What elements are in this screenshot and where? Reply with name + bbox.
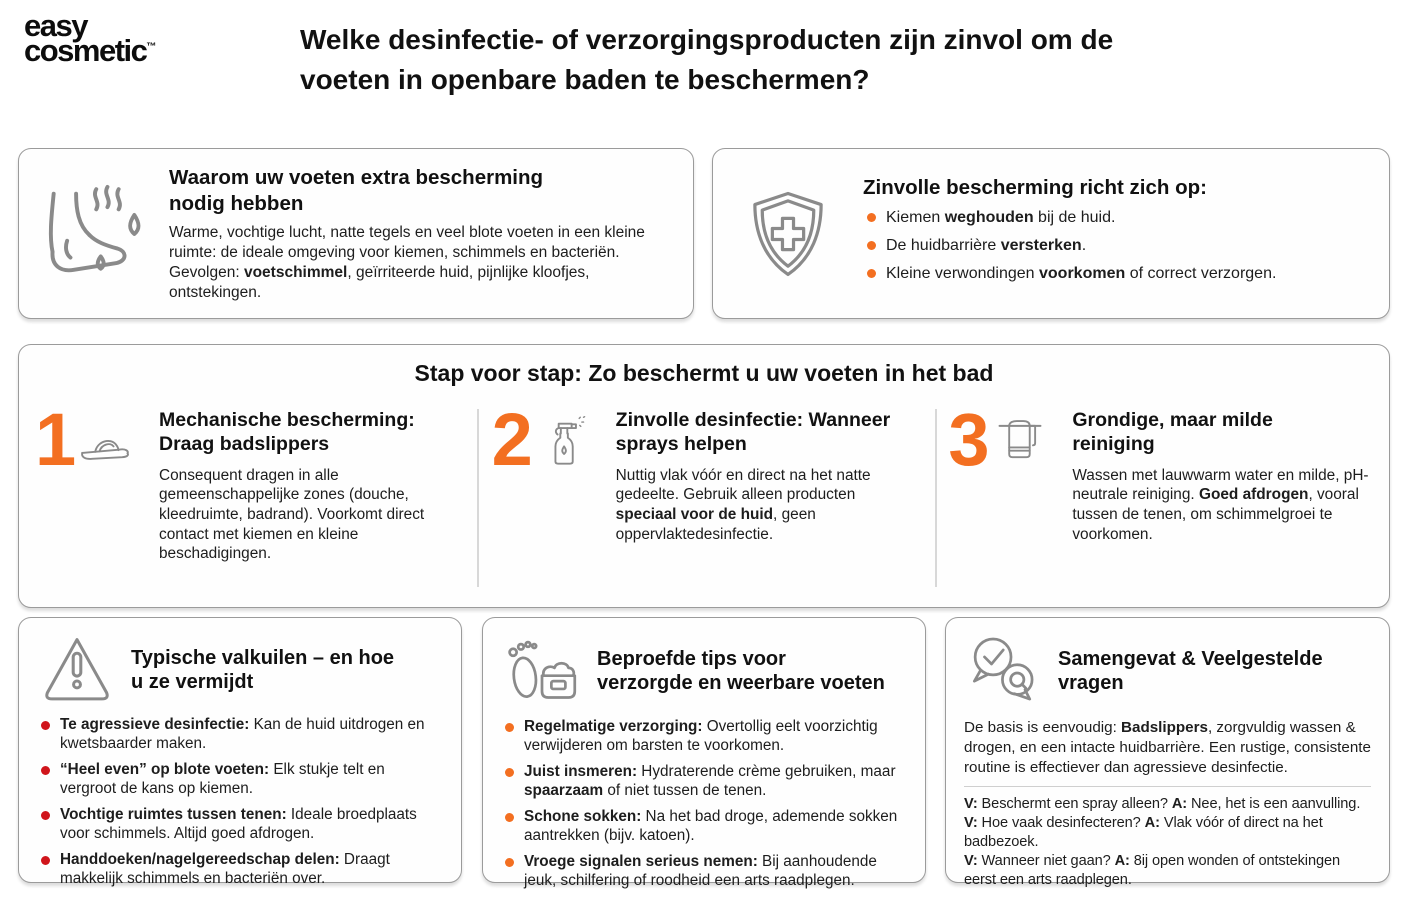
trademark-symbol: ™ (146, 41, 157, 53)
step-3-marker (948, 398, 1064, 564)
steps-row (19, 398, 1389, 564)
pitfalls-bullet-list (37, 716, 443, 889)
step-1-marker (35, 398, 151, 564)
page-title: Welke desinfectie- of verzorgingsproducten zijn zinvol om de voeten in openbare baden te beschermen? (300, 24, 1114, 95)
list-item: Handdoeken/nagelgereedschap delen: Draagt makkelijk schimmels en bacteriën over. (37, 851, 443, 889)
list-item: Schone sokken: Na het bad droge, ademende sokken aantrekken (bijv. katoen). (501, 808, 907, 846)
faq-item: V: Wanneer niet gaan? A: 8ij open wonden of ontstekingen eerst een arts raadplegen. (964, 853, 1341, 889)
protection-goals-card (712, 148, 1390, 319)
step-1-content (159, 406, 462, 564)
shield-plus-icon (713, 188, 863, 280)
step-3-body: Wassen met lauwwarm water en milde, pH-neutrale reiniging. Goed afdrogen, vooral tussen de tenen, om schimmelgroei te voorkomen. (1072, 466, 1369, 543)
list-item: “Heel even” op blote voeten: Elk stukje telt en vergroot de kans op kiemen. (37, 761, 443, 799)
step-2-number: 2 (491, 398, 530, 481)
list-item: Te agressieve desinfectie: Kan de huid uitdrogen en kwetsbaarder maken. (37, 716, 443, 754)
step-1-number: 1 (35, 398, 74, 481)
logo-line1: easy (24, 8, 87, 43)
pitfalls-card (18, 617, 462, 887)
step-3-heading: Grondige, maar milde reiniging (1072, 409, 1273, 455)
list-item: Juist insmeren: Hydraterende crème gebruiken, maar spaarzaam of niet tussen de tenen. (501, 763, 907, 801)
spray-bottle-icon (536, 414, 590, 468)
easycosmetic-logo (24, 8, 157, 68)
logo-line2: cosmetic™ (24, 32, 157, 68)
column-divider (477, 409, 479, 587)
step-2-heading: Zinvolle desinfectie: Wanneer sprays helpen (615, 409, 891, 455)
slipper-icon (79, 414, 133, 468)
foot-steam-icon (19, 178, 169, 290)
summary-divider (964, 786, 1371, 787)
summary-title: Samengevat & Veelgestelde vragen (1058, 647, 1323, 694)
step-3-content (1072, 406, 1375, 564)
step-1-body: Consequent dragen in alle gemeenschappelijke zones (douche, kleedruimte, badrand). Voorkomt direct contact met kiemen en kleine beschadigingen. (159, 466, 425, 563)
list-item: Kiemen weghouden bij de huid. (863, 208, 1367, 228)
why-card-body: Warme, vochtige lucht, natte tegels en veel blote voeten in een kleine ruimte: de ideale omgeving voor kiemen, schimmels en bacteriën. Gevolgen: voetschimmel, geïrriteerde huid, pijnlijke kloofjes, ontstekingen. (169, 224, 645, 301)
step-2 (476, 398, 933, 564)
towel-icon (993, 414, 1047, 468)
step-1-heading: Mechanische bescherming: Draag badslippers (159, 409, 415, 455)
summary-faq-card (945, 617, 1390, 889)
protection-card-title: Zinvolle bescherming richt zich op: (863, 175, 1207, 199)
foot-cream-icon (501, 632, 583, 710)
list-item: Vochtige ruimtes tussen tenen: Ideale broedplaats voor schimmels. Altijd goed afdrogen. (37, 806, 443, 844)
list-item: De huidbarrière versterken. (863, 236, 1367, 256)
list-item: Kleine verwondingen voorkomen of correct verzorgen. (863, 264, 1367, 284)
step-2-body: Nuttig vlak vóór en direct na het natte gedeelte. Gebruik alleen producten speciaal voor de huid, geen oppervlaktedesinfectie. (615, 466, 871, 543)
pitfalls-header (37, 632, 443, 708)
faq-item: V: Hoe vaak desinfecteren? A: Vlak vóór of direct na het badbezoek. (964, 815, 1323, 851)
protection-card-content (863, 175, 1389, 293)
tips-card (482, 617, 926, 889)
steps-card (18, 344, 1390, 608)
step-2-marker (491, 398, 608, 564)
step-3-number: 3 (948, 398, 987, 481)
tips-header (501, 632, 907, 710)
column-divider (935, 409, 937, 587)
warning-triangle-icon (37, 632, 117, 708)
list-item: Vroege signalen serieus nemen: Bij aanhoudende jeuk, schilfering of roodheid een arts raadplegen. (501, 853, 907, 891)
tips-title: Beproefde tips voor verzorgde en weerbare voeten (597, 647, 885, 694)
chat-check-q-icon (964, 632, 1044, 710)
tips-bullet-list (501, 718, 907, 891)
steps-title: Stap voor stap: Zo beschermt u uw voeten in het bad (414, 360, 994, 386)
step-3 (932, 398, 1389, 564)
faq-list (964, 795, 1371, 890)
why-card-title: Waarom uw voeten extra bescherming nodig hebben (169, 165, 544, 215)
step-1 (19, 398, 476, 564)
summary-body: De basis is eenvoudig: Badslippers, zorgvuldig wassen & drogen, en een intacte huidbarrière. Een rustige, consistente routine is effectiever dan agressieve desinfectie. (964, 719, 1371, 776)
protection-bullet-list (863, 208, 1367, 284)
pitfalls-title: Typische valkuilen – en hoe u ze vermijdt (131, 646, 395, 693)
why-protection-card (18, 148, 694, 319)
why-card-content (169, 165, 703, 302)
list-item: Regelmatige verzorging: Overtollig eelt voorzichtig verwijderen om barsten te voorkomen. (501, 718, 907, 756)
faq-item: V: Beschermt een spray alleen? A: Nee, het is een aanvulling. (964, 796, 1361, 813)
step-2-content (616, 406, 919, 564)
summary-header (964, 632, 1371, 710)
